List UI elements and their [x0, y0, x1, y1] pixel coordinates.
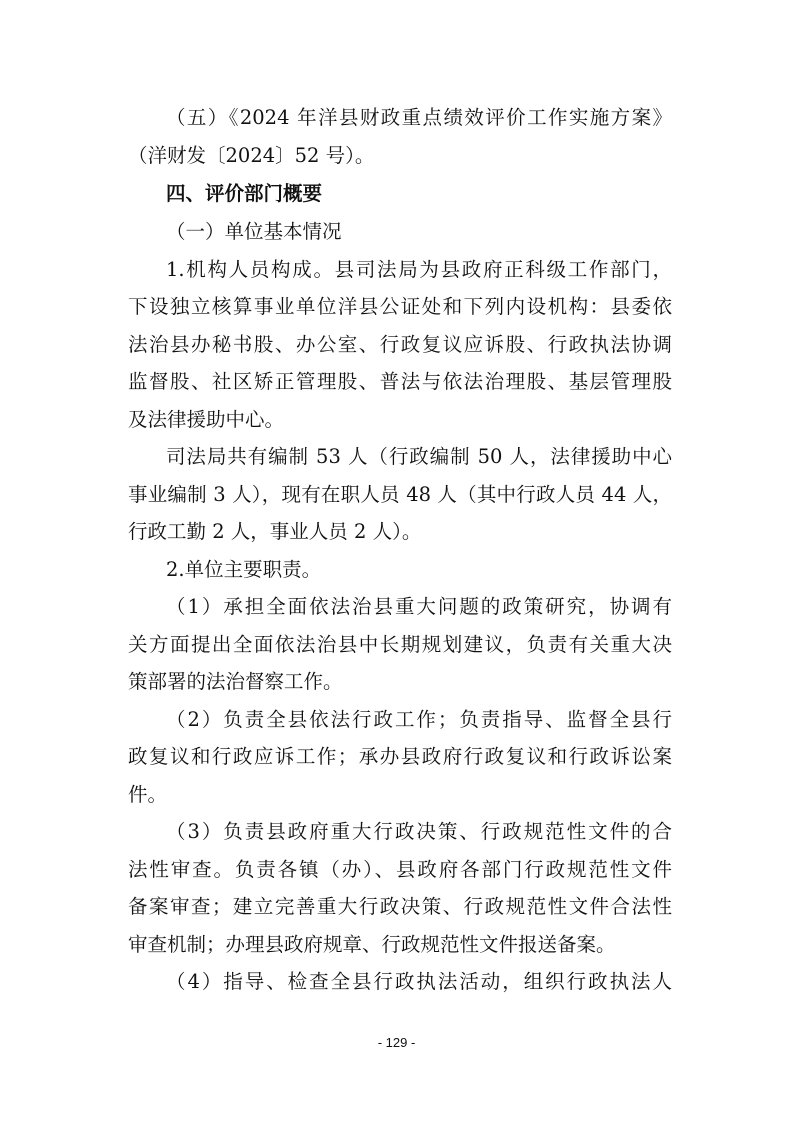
section-heading: 四、评价部门概要: [166, 182, 323, 205]
text-line: 1.机构人员构成。县司法局为县政府正科级工作部门，: [166, 258, 672, 281]
text-line: （五）《2024 年洋县财政重点绩效评价工作实施方案》: [166, 106, 672, 129]
text-line: （洋财发〔2024〕52 号）。: [128, 144, 375, 167]
text-line: 法治县办秘书股、办公室、行政复议应诉股、行政执法协调: [128, 333, 672, 356]
subsection-heading: （一）单位基本情况: [166, 220, 342, 243]
text-line: 件。: [128, 783, 168, 806]
text-line: 监督股、社区矫正管理股、普法与依法治理股、基层管理股: [128, 370, 672, 393]
text-line: 策部署的法治督察工作。: [128, 670, 343, 693]
text-line: 关方面提出全面依法治县中长期规划建议，负责有关重大决: [128, 633, 672, 656]
text-line: 司法局共有编制 53 人（行政编制 50 人，法律援助中心: [166, 445, 672, 468]
text-line: （2）负责全县依法行政工作；负责指导、监督全县行: [166, 708, 672, 731]
text-line: （4）指导、检查全县行政执法活动，组织行政执法人: [166, 970, 672, 993]
text-line: 政复议和行政应诉工作；承办县政府行政复议和行政诉讼案: [128, 745, 672, 768]
text-line: 备案审查；建立完善重大行政决策、行政规范性文件合法性: [128, 895, 672, 918]
text-line: 审查机制；办理县政府规章、行政规范性文件报送备案。: [128, 933, 616, 956]
text-line: （1）承担全面依法治县重大问题的政策研究，协调有: [166, 595, 672, 618]
text-line: 法性审查。负责各镇（办）、县政府各部门行政规范性文件: [128, 858, 672, 881]
text-line: 2.单位主要职责。: [166, 558, 322, 581]
text-line: 下设独立核算事业单位洋县公证处和下列内设机构：县委依: [128, 295, 672, 318]
page-number: - 129 -: [377, 1035, 416, 1050]
text-line: 及法律援助中心。: [128, 408, 285, 431]
text-line: 事业编制 3 人），现有在职人员 48 人（其中行政人员 44 人，: [128, 483, 672, 506]
text-line: 行政工勤 2 人，事业人员 2 人）。: [128, 520, 422, 543]
text-line: （3）负责县政府重大行政决策、行政规范性文件的合: [166, 820, 672, 843]
